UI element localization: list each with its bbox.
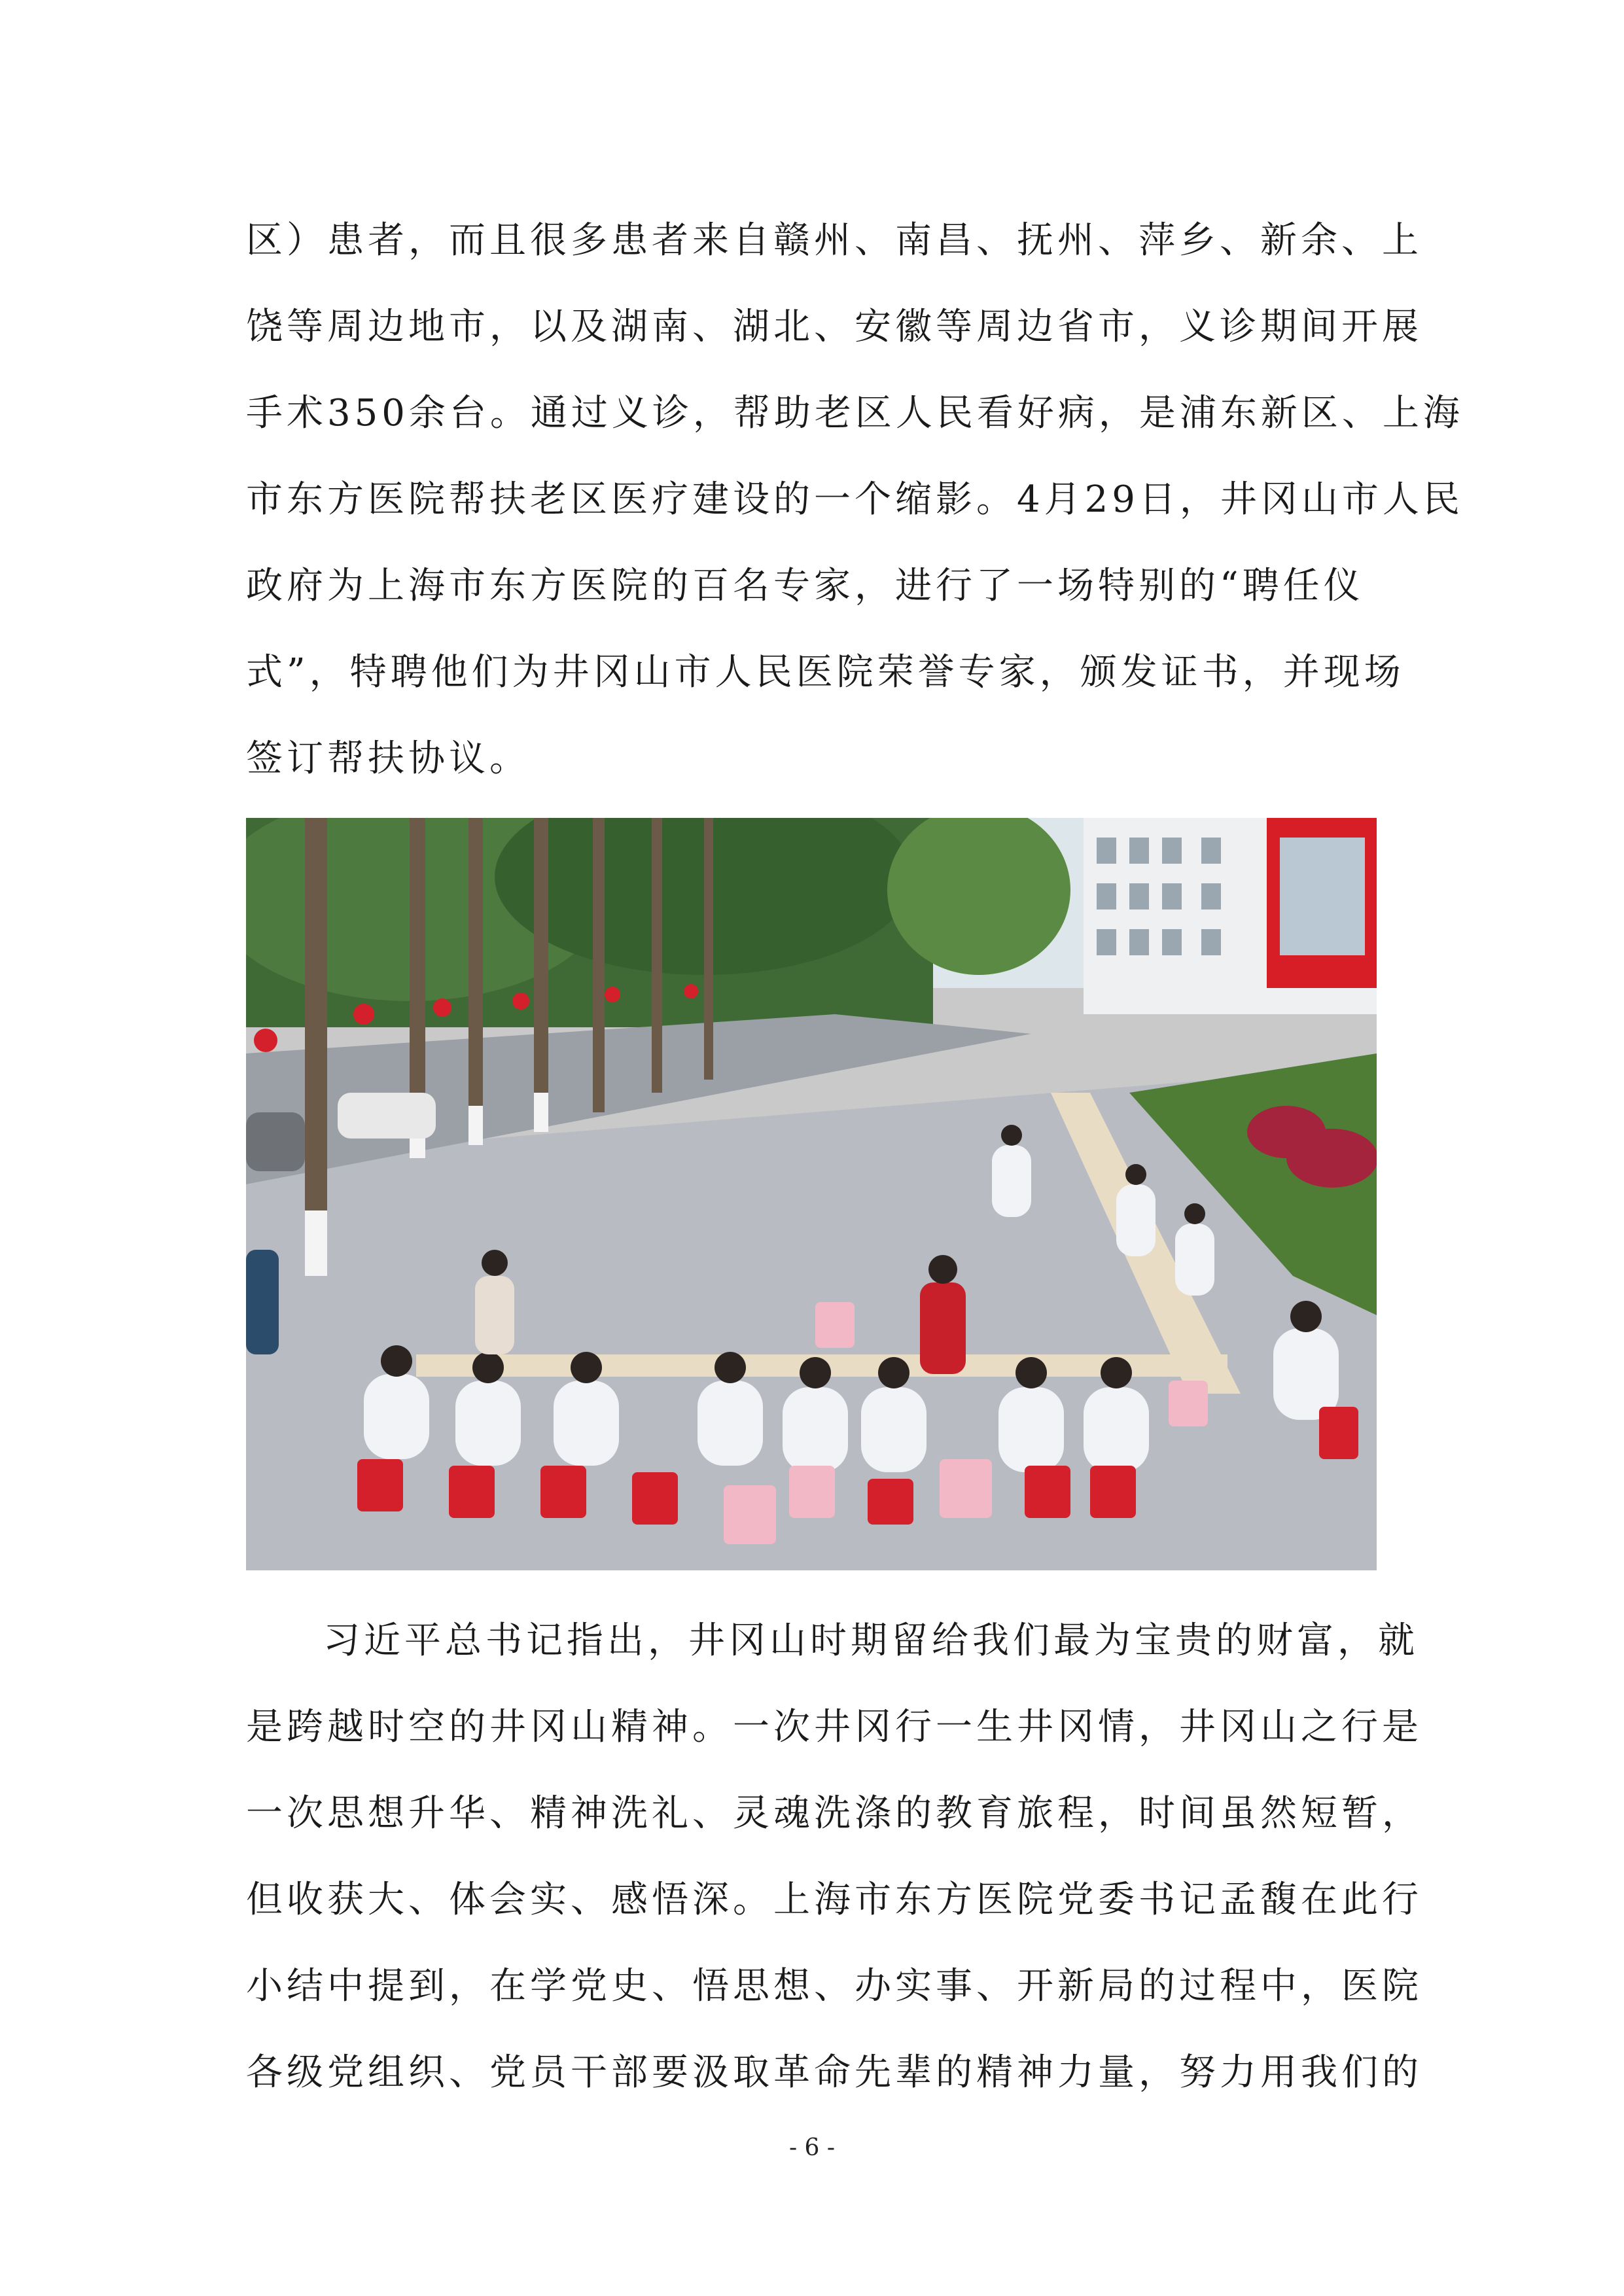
text-line: 市东方医院帮扶老区医疗建设的一个缩影。4月29日，井冈山市人民 (246, 478, 1464, 521)
text-line: 手术350余台。通过义诊，帮助老区人民看好病，是浦东新区、上海 (246, 392, 1464, 434)
text-line: 一次思想升华、精神洗礼、灵魂洗涤的教育旅程，时间虽然短暂， (246, 1792, 1422, 1835)
text-line: 饶等周边地市，以及湖南、湖北、安徽等周边省市，义诊期间开展 (246, 306, 1422, 348)
text-line: 签订帮扶协议。 (246, 737, 530, 780)
text-line: 式”，特聘他们为井冈山市人民医院荣誉专家，颁发证书，并现场 (246, 651, 1405, 694)
text-line: 区）患者，而且很多患者来自赣州、南昌、抚州、萍乡、新余、上 (246, 219, 1422, 262)
text-line: 各级党组织、党员干部要汲取革命先辈的精神力量，努力用我们的 (246, 2051, 1422, 2094)
page-number: - 6 - (788, 2134, 836, 2161)
text-line: 小结中提到，在学党史、悟思想、办实事、开新局的过程中，医院 (246, 1965, 1422, 2007)
text-line: 政府为上海市东方医院的百名专家，进行了一场特别的“聘任仪 (246, 565, 1364, 607)
photo-outdoor-clinic (246, 818, 1377, 1570)
paragraph-top (246, 198, 1464, 802)
paragraph-bottom (246, 1598, 1422, 2116)
text-line: 但收获大、体会实、感悟深。上海市东方医院党委书记孟馥在此行 (246, 1879, 1422, 1921)
text-line: 习近平总书记指出，井冈山时期留给我们最为宝贵的财富，就 (323, 1619, 1419, 1662)
text-line: 是跨越时空的井冈山精神。一次井冈行一生井冈情，井冈山之行是 (246, 1706, 1422, 1748)
